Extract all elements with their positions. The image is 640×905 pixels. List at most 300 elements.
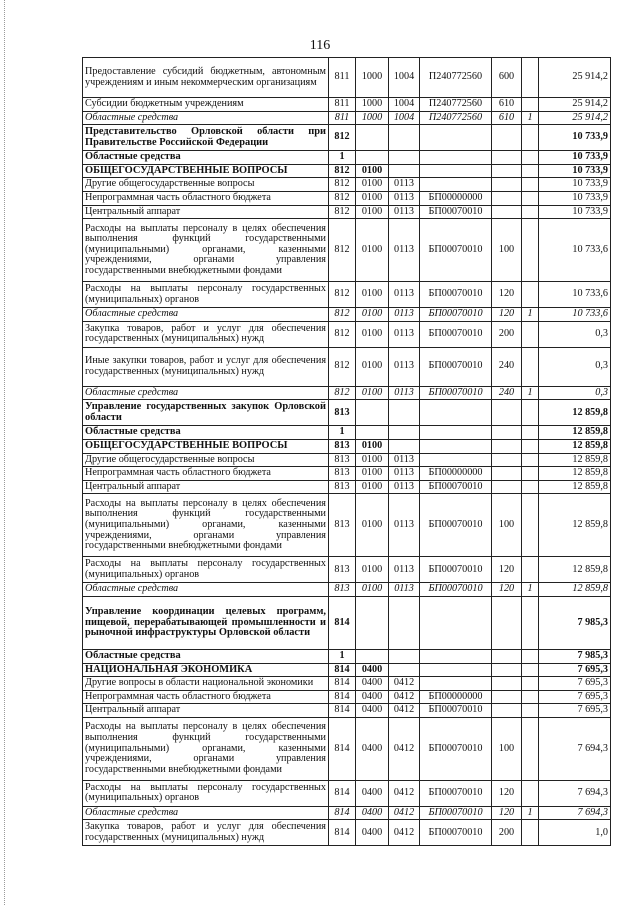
table-row bbox=[83, 386, 611, 400]
row-expense-type bbox=[492, 649, 522, 663]
row-section-code: 0100 bbox=[356, 467, 389, 481]
row-section-code: 0100 bbox=[356, 164, 389, 178]
row-funding-source bbox=[522, 426, 539, 440]
table-row bbox=[83, 164, 611, 178]
row-expense-type: 120 bbox=[492, 557, 522, 583]
row-section-code: 1000 bbox=[356, 98, 389, 112]
row-description: Закупка товаров, работ и услуг для обеспечения государственных (муниципальных) нужд bbox=[83, 820, 329, 846]
row-target-article bbox=[420, 400, 492, 426]
row-expense-type bbox=[492, 426, 522, 440]
row-amount: 0,3 bbox=[539, 321, 611, 347]
row-description: Другие общегосударственные вопросы bbox=[83, 178, 329, 192]
row-admin-code: 812 bbox=[329, 219, 356, 282]
row-subsection-code bbox=[389, 164, 420, 178]
row-admin-code: 814 bbox=[329, 704, 356, 718]
row-admin-code: 814 bbox=[329, 690, 356, 704]
row-expense-type: 200 bbox=[492, 820, 522, 846]
row-expense-type bbox=[492, 453, 522, 467]
table-row bbox=[83, 426, 611, 440]
row-target-article: БП00000000 bbox=[420, 690, 492, 704]
row-subsection-code: 0412 bbox=[389, 820, 420, 846]
row-section-code bbox=[356, 400, 389, 426]
row-section-code: 0400 bbox=[356, 806, 389, 820]
row-funding-source bbox=[522, 321, 539, 347]
row-admin-code: 812 bbox=[329, 308, 356, 322]
row-section-code bbox=[356, 125, 389, 151]
table-row bbox=[83, 480, 611, 494]
row-funding-source bbox=[522, 164, 539, 178]
row-target-article bbox=[420, 151, 492, 165]
row-subsection-code: 1004 bbox=[389, 58, 420, 98]
row-description: Областные средства bbox=[83, 308, 329, 322]
table-row bbox=[83, 347, 611, 386]
row-amount: 7 695,3 bbox=[539, 663, 611, 677]
row-section-code: 0400 bbox=[356, 704, 389, 718]
row-section-code: 0100 bbox=[356, 480, 389, 494]
row-admin-code: 812 bbox=[329, 125, 356, 151]
row-amount: 7 694,3 bbox=[539, 806, 611, 820]
row-expense-type: 200 bbox=[492, 321, 522, 347]
row-amount: 7 985,3 bbox=[539, 596, 611, 649]
row-target-article bbox=[420, 439, 492, 453]
binding-margin-line bbox=[4, 0, 5, 905]
row-funding-source: 1 bbox=[522, 111, 539, 125]
table-row bbox=[83, 58, 611, 98]
row-target-article: БП00070010 bbox=[420, 205, 492, 219]
row-subsection-code bbox=[389, 649, 420, 663]
row-subsection-code bbox=[389, 400, 420, 426]
row-description: Другие вопросы в области национальной экономики bbox=[83, 677, 329, 691]
row-admin-code: 813 bbox=[329, 439, 356, 453]
row-target-article: БП00070010 bbox=[420, 704, 492, 718]
table-row bbox=[83, 111, 611, 125]
row-admin-code: 812 bbox=[329, 347, 356, 386]
row-amount: 0,3 bbox=[539, 386, 611, 400]
row-funding-source bbox=[522, 820, 539, 846]
row-subsection-code: 0113 bbox=[389, 205, 420, 219]
row-subsection-code: 0412 bbox=[389, 690, 420, 704]
table-row bbox=[83, 205, 611, 219]
row-description: Областные средства bbox=[83, 111, 329, 125]
row-admin-code: 1 bbox=[329, 426, 356, 440]
row-expense-type: 120 bbox=[492, 780, 522, 806]
table-row bbox=[83, 125, 611, 151]
row-amount: 7 695,3 bbox=[539, 690, 611, 704]
table-row bbox=[83, 453, 611, 467]
row-amount: 10 733,9 bbox=[539, 178, 611, 192]
row-subsection-code: 0412 bbox=[389, 780, 420, 806]
row-funding-source bbox=[522, 453, 539, 467]
table-row bbox=[83, 557, 611, 583]
row-funding-source bbox=[522, 400, 539, 426]
row-expense-type bbox=[492, 400, 522, 426]
row-admin-code: 811 bbox=[329, 98, 356, 112]
row-funding-source bbox=[522, 219, 539, 282]
row-subsection-code bbox=[389, 426, 420, 440]
row-subsection-code: 1004 bbox=[389, 98, 420, 112]
row-subsection-code: 0113 bbox=[389, 282, 420, 308]
row-expense-type: 120 bbox=[492, 282, 522, 308]
row-funding-source bbox=[522, 282, 539, 308]
row-expense-type: 610 bbox=[492, 98, 522, 112]
row-target-article: П240772560 bbox=[420, 98, 492, 112]
row-amount: 12 859,8 bbox=[539, 494, 611, 557]
row-section-code bbox=[356, 151, 389, 165]
row-subsection-code: 0113 bbox=[389, 467, 420, 481]
table-row bbox=[83, 321, 611, 347]
row-target-article: БП00070010 bbox=[420, 780, 492, 806]
row-subsection-code: 0412 bbox=[389, 677, 420, 691]
row-funding-source bbox=[522, 557, 539, 583]
table-row bbox=[83, 717, 611, 780]
row-admin-code: 814 bbox=[329, 596, 356, 649]
row-section-code: 0100 bbox=[356, 219, 389, 282]
row-expense-type: 120 bbox=[492, 583, 522, 597]
budget-table bbox=[82, 57, 611, 846]
budget-rows bbox=[83, 58, 611, 846]
row-expense-type bbox=[492, 480, 522, 494]
row-funding-source: 1 bbox=[522, 806, 539, 820]
row-amount: 7 695,3 bbox=[539, 704, 611, 718]
row-admin-code: 814 bbox=[329, 677, 356, 691]
row-section-code: 0100 bbox=[356, 308, 389, 322]
row-target-article: БП00070010 bbox=[420, 386, 492, 400]
row-description: Предоставление субсидий бюджетным, автономным учреждениям и иным некоммерческим организациям bbox=[83, 58, 329, 98]
row-description: Иные закупки товаров, работ и услуг для обеспечения государственных (муниципальных) нужд bbox=[83, 347, 329, 386]
row-amount: 10 733,6 bbox=[539, 282, 611, 308]
row-amount: 12 859,8 bbox=[539, 400, 611, 426]
row-amount: 10 733,6 bbox=[539, 308, 611, 322]
row-subsection-code: 0113 bbox=[389, 321, 420, 347]
row-admin-code: 812 bbox=[329, 205, 356, 219]
row-admin-code: 1 bbox=[329, 649, 356, 663]
row-section-code: 0100 bbox=[356, 191, 389, 205]
row-funding-source bbox=[522, 596, 539, 649]
row-amount: 7 694,3 bbox=[539, 717, 611, 780]
row-description: Областные средства bbox=[83, 386, 329, 400]
row-amount: 25 914,2 bbox=[539, 58, 611, 98]
row-amount: 1,0 bbox=[539, 820, 611, 846]
row-admin-code: 813 bbox=[329, 400, 356, 426]
table-row bbox=[83, 308, 611, 322]
row-amount: 12 859,8 bbox=[539, 439, 611, 453]
row-admin-code: 811 bbox=[329, 111, 356, 125]
table-row bbox=[83, 677, 611, 691]
row-funding-source bbox=[522, 717, 539, 780]
row-target-article: БП00000000 bbox=[420, 467, 492, 481]
row-description: Расходы на выплаты персоналу государственных (муниципальных) органов bbox=[83, 780, 329, 806]
row-funding-source bbox=[522, 649, 539, 663]
row-admin-code: 814 bbox=[329, 780, 356, 806]
row-description: Областные средства bbox=[83, 806, 329, 820]
row-section-code: 0100 bbox=[356, 583, 389, 597]
row-amount: 12 859,8 bbox=[539, 453, 611, 467]
table-row bbox=[83, 820, 611, 846]
row-section-code: 0100 bbox=[356, 386, 389, 400]
row-expense-type: 120 bbox=[492, 806, 522, 820]
table-row bbox=[83, 583, 611, 597]
row-section-code bbox=[356, 596, 389, 649]
row-expense-type bbox=[492, 677, 522, 691]
table-row bbox=[83, 596, 611, 649]
row-funding-source: 1 bbox=[522, 386, 539, 400]
table-row bbox=[83, 98, 611, 112]
row-funding-source bbox=[522, 151, 539, 165]
row-funding-source bbox=[522, 480, 539, 494]
row-target-article bbox=[420, 663, 492, 677]
row-expense-type bbox=[492, 164, 522, 178]
row-description: Расходы на выплаты персоналу государственных (муниципальных) органов bbox=[83, 557, 329, 583]
row-expense-type bbox=[492, 663, 522, 677]
table-row bbox=[83, 439, 611, 453]
row-subsection-code: 0113 bbox=[389, 386, 420, 400]
row-section-code: 0400 bbox=[356, 677, 389, 691]
row-admin-code: 812 bbox=[329, 191, 356, 205]
table-row bbox=[83, 282, 611, 308]
row-amount: 10 733,9 bbox=[539, 205, 611, 219]
row-admin-code: 814 bbox=[329, 806, 356, 820]
row-admin-code: 812 bbox=[329, 321, 356, 347]
row-expense-type bbox=[492, 596, 522, 649]
row-admin-code: 813 bbox=[329, 494, 356, 557]
row-target-article: БП00070010 bbox=[420, 820, 492, 846]
row-amount: 7 695,3 bbox=[539, 677, 611, 691]
row-admin-code: 813 bbox=[329, 453, 356, 467]
row-target-article bbox=[420, 164, 492, 178]
row-description: Непрограммная часть областного бюджета bbox=[83, 467, 329, 481]
row-section-code: 0100 bbox=[356, 347, 389, 386]
row-description: Областные средства bbox=[83, 426, 329, 440]
row-expense-type: 240 bbox=[492, 386, 522, 400]
row-section-code: 0100 bbox=[356, 282, 389, 308]
row-admin-code: 813 bbox=[329, 583, 356, 597]
row-description: Представительство Орловской области при Правительстве Российской Федерации bbox=[83, 125, 329, 151]
row-target-article: П240772560 bbox=[420, 111, 492, 125]
row-subsection-code bbox=[389, 596, 420, 649]
row-section-code: 0400 bbox=[356, 780, 389, 806]
row-amount: 10 733,6 bbox=[539, 219, 611, 282]
row-admin-code: 812 bbox=[329, 386, 356, 400]
row-expense-type: 100 bbox=[492, 717, 522, 780]
row-description: Областные средства bbox=[83, 583, 329, 597]
row-funding-source bbox=[522, 439, 539, 453]
row-funding-source bbox=[522, 663, 539, 677]
row-target-article bbox=[420, 649, 492, 663]
row-funding-source bbox=[522, 494, 539, 557]
row-admin-code: 812 bbox=[329, 282, 356, 308]
row-amount: 7 694,3 bbox=[539, 780, 611, 806]
row-expense-type bbox=[492, 690, 522, 704]
row-section-code: 0100 bbox=[356, 439, 389, 453]
row-target-article: БП00070010 bbox=[420, 219, 492, 282]
row-amount: 10 733,9 bbox=[539, 191, 611, 205]
row-amount: 10 733,9 bbox=[539, 164, 611, 178]
row-target-article bbox=[420, 125, 492, 151]
row-description: НАЦИОНАЛЬНАЯ ЭКОНОМИКА bbox=[83, 663, 329, 677]
row-description: Расходы на выплаты персоналу в целях обеспечения выполнения функций государственными (муниципальными) органами, казенными учреждениями, органами управления государственными внебюджетными фондами bbox=[83, 494, 329, 557]
row-subsection-code bbox=[389, 151, 420, 165]
row-section-code: 0100 bbox=[356, 494, 389, 557]
row-description: Закупка товаров, работ и услуг для обеспечения государственных (муниципальных) нужд bbox=[83, 321, 329, 347]
row-admin-code: 812 bbox=[329, 178, 356, 192]
row-subsection-code: 0113 bbox=[389, 308, 420, 322]
row-funding-source bbox=[522, 125, 539, 151]
row-expense-type bbox=[492, 125, 522, 151]
row-description: Областные средства bbox=[83, 151, 329, 165]
row-target-article: БП00070010 bbox=[420, 583, 492, 597]
row-target-article: БП00070010 bbox=[420, 308, 492, 322]
row-funding-source: 1 bbox=[522, 583, 539, 597]
table-row bbox=[83, 806, 611, 820]
row-target-article: БП00070010 bbox=[420, 806, 492, 820]
row-admin-code: 814 bbox=[329, 663, 356, 677]
row-subsection-code: 1004 bbox=[389, 111, 420, 125]
row-subsection-code: 0113 bbox=[389, 494, 420, 557]
row-expense-type bbox=[492, 151, 522, 165]
row-section-code: 0100 bbox=[356, 557, 389, 583]
row-subsection-code: 0113 bbox=[389, 557, 420, 583]
table-row bbox=[83, 467, 611, 481]
row-description: ОБЩЕГОСУДАРСТВЕННЫЕ ВОПРОСЫ bbox=[83, 439, 329, 453]
row-amount: 12 859,8 bbox=[539, 426, 611, 440]
row-subsection-code: 0113 bbox=[389, 583, 420, 597]
row-subsection-code: 0412 bbox=[389, 704, 420, 718]
row-target-article: П240772560 bbox=[420, 58, 492, 98]
row-section-code: 0400 bbox=[356, 690, 389, 704]
row-description: Центральный аппарат bbox=[83, 205, 329, 219]
row-amount: 12 859,8 bbox=[539, 557, 611, 583]
table-row bbox=[83, 494, 611, 557]
row-funding-source bbox=[522, 780, 539, 806]
row-subsection-code bbox=[389, 125, 420, 151]
row-admin-code: 813 bbox=[329, 480, 356, 494]
table-row bbox=[83, 663, 611, 677]
row-admin-code: 812 bbox=[329, 164, 356, 178]
row-admin-code: 1 bbox=[329, 151, 356, 165]
row-expense-type bbox=[492, 205, 522, 219]
row-admin-code: 814 bbox=[329, 820, 356, 846]
row-subsection-code: 0113 bbox=[389, 219, 420, 282]
row-expense-type bbox=[492, 704, 522, 718]
row-section-code: 0100 bbox=[356, 178, 389, 192]
row-target-article: БП00070010 bbox=[420, 557, 492, 583]
row-section-code bbox=[356, 649, 389, 663]
row-target-article: БП00070010 bbox=[420, 282, 492, 308]
row-amount: 12 859,8 bbox=[539, 467, 611, 481]
row-subsection-code: 0113 bbox=[389, 347, 420, 386]
table-row bbox=[83, 191, 611, 205]
row-admin-code: 813 bbox=[329, 467, 356, 481]
row-funding-source: 1 bbox=[522, 308, 539, 322]
row-description: Расходы на выплаты персоналу в целях обеспечения выполнения функций государственными (муниципальными) органами, казенными учреждениями, органами управления государственными внебюджетными фондами bbox=[83, 219, 329, 282]
row-description: ОБЩЕГОСУДАРСТВЕННЫЕ ВОПРОСЫ bbox=[83, 164, 329, 178]
row-target-article: БП00000000 bbox=[420, 191, 492, 205]
row-subsection-code bbox=[389, 439, 420, 453]
row-expense-type bbox=[492, 191, 522, 205]
row-subsection-code: 0412 bbox=[389, 717, 420, 780]
row-section-code: 0100 bbox=[356, 205, 389, 219]
table-row bbox=[83, 780, 611, 806]
row-subsection-code: 0113 bbox=[389, 178, 420, 192]
row-description: Субсидии бюджетным учреждениям bbox=[83, 98, 329, 112]
row-expense-type: 100 bbox=[492, 219, 522, 282]
row-section-code: 1000 bbox=[356, 111, 389, 125]
table-row bbox=[83, 400, 611, 426]
row-target-article: БП00070010 bbox=[420, 480, 492, 494]
row-target-article bbox=[420, 596, 492, 649]
row-section-code: 0100 bbox=[356, 321, 389, 347]
row-description: Управление государственных закупок Орловской области bbox=[83, 400, 329, 426]
row-amount: 12 859,8 bbox=[539, 480, 611, 494]
row-subsection-code bbox=[389, 663, 420, 677]
row-subsection-code: 0412 bbox=[389, 806, 420, 820]
table-row bbox=[83, 649, 611, 663]
row-target-article bbox=[420, 453, 492, 467]
table-row bbox=[83, 704, 611, 718]
row-funding-source bbox=[522, 191, 539, 205]
row-expense-type: 610 bbox=[492, 111, 522, 125]
row-target-article: БП00070010 bbox=[420, 494, 492, 557]
row-subsection-code: 0113 bbox=[389, 191, 420, 205]
row-target-article bbox=[420, 178, 492, 192]
row-description: Непрограммная часть областного бюджета bbox=[83, 191, 329, 205]
row-amount: 25 914,2 bbox=[539, 111, 611, 125]
row-funding-source bbox=[522, 347, 539, 386]
row-expense-type: 120 bbox=[492, 308, 522, 322]
row-description: Другие общегосударственные вопросы bbox=[83, 453, 329, 467]
row-funding-source bbox=[522, 98, 539, 112]
row-target-article: БП00070010 bbox=[420, 717, 492, 780]
row-target-article bbox=[420, 426, 492, 440]
row-expense-type: 240 bbox=[492, 347, 522, 386]
table-row bbox=[83, 151, 611, 165]
table-row bbox=[83, 219, 611, 282]
row-expense-type bbox=[492, 467, 522, 481]
row-description: Центральный аппарат bbox=[83, 704, 329, 718]
row-funding-source bbox=[522, 178, 539, 192]
row-admin-code: 814 bbox=[329, 717, 356, 780]
row-expense-type bbox=[492, 178, 522, 192]
row-description: Центральный аппарат bbox=[83, 480, 329, 494]
table-row bbox=[83, 178, 611, 192]
row-funding-source bbox=[522, 58, 539, 98]
row-funding-source bbox=[522, 690, 539, 704]
row-target-article bbox=[420, 677, 492, 691]
row-description: Расходы на выплаты персоналу государственных (муниципальных) органов bbox=[83, 282, 329, 308]
row-admin-code: 811 bbox=[329, 58, 356, 98]
row-amount: 7 985,3 bbox=[539, 649, 611, 663]
row-description: Областные средства bbox=[83, 649, 329, 663]
row-admin-code: 813 bbox=[329, 557, 356, 583]
row-amount: 0,3 bbox=[539, 347, 611, 386]
row-funding-source bbox=[522, 467, 539, 481]
row-subsection-code: 0113 bbox=[389, 480, 420, 494]
row-amount: 10 733,9 bbox=[539, 151, 611, 165]
row-description: Управление координации целевых программ, пищевой, перерабатывающей промышленности и рыночной инфраструктуры Орловской области bbox=[83, 596, 329, 649]
table-row bbox=[83, 690, 611, 704]
row-target-article: БП00070010 bbox=[420, 347, 492, 386]
row-funding-source bbox=[522, 704, 539, 718]
row-expense-type: 100 bbox=[492, 494, 522, 557]
row-expense-type bbox=[492, 439, 522, 453]
row-section-code: 0400 bbox=[356, 717, 389, 780]
row-target-article: БП00070010 bbox=[420, 321, 492, 347]
row-section-code: 0400 bbox=[356, 820, 389, 846]
row-description: Непрограммная часть областного бюджета bbox=[83, 690, 329, 704]
row-section-code bbox=[356, 426, 389, 440]
page-number: 116 bbox=[309, 38, 331, 53]
row-description: Расходы на выплаты персоналу в целях обеспечения выполнения функций государственными (муниципальными) органами, казенными учреждениями, органами управления государственными внебюджетными фондами bbox=[83, 717, 329, 780]
